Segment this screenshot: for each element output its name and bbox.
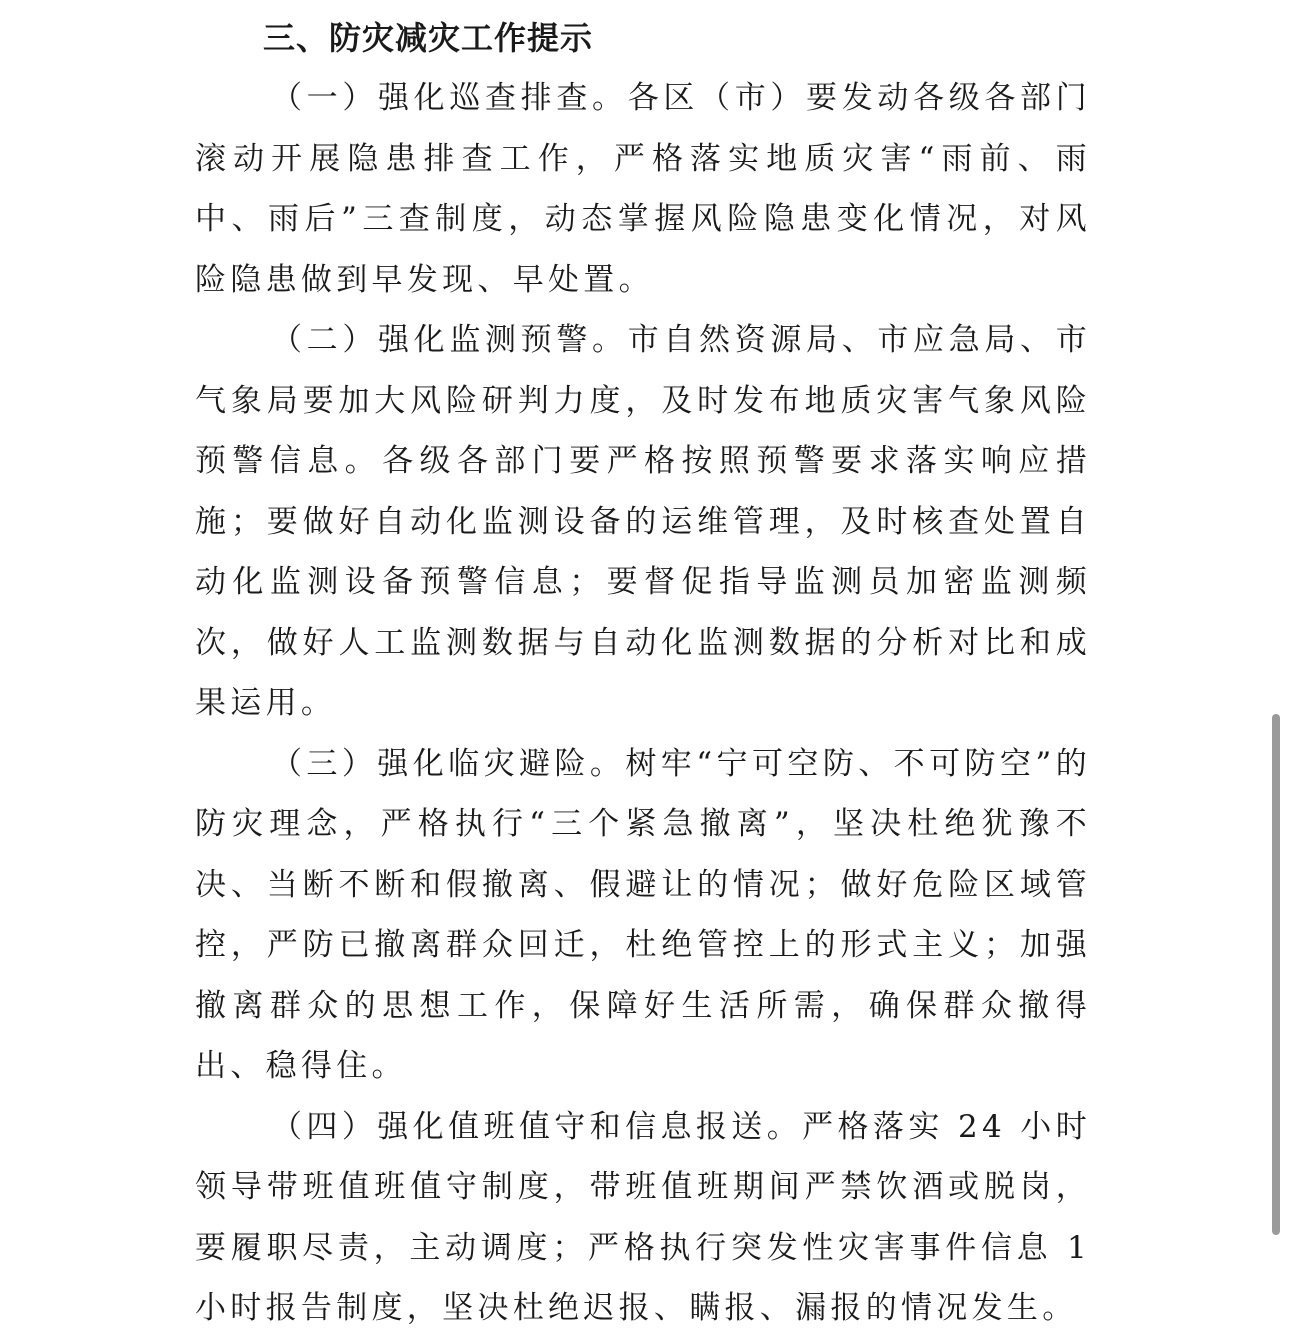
paragraph-body: 严格落实 24 小时领导带班值班值守制度，带班值班期间严禁饮酒或脱岗，要履职尽责，主动调度；严格执行突发性灾害事件信息 1 小时报告制度，坚决杜绝迟报、瞒报、漏报的情况发生。 — [195, 1108, 1092, 1326]
paragraph-evacuation — [195, 734, 1091, 1097]
document-page — [195, 8, 1091, 1339]
paragraph-lead: （三）强化临灾避险。 — [271, 745, 626, 782]
paragraph-lead: （四）强化值班值守和信息报送。 — [271, 1108, 803, 1145]
paragraph-lead: （二）强化监测预警。 — [271, 322, 628, 358]
section-heading: 三、防灾减灾工作提示 — [263, 19, 594, 57]
paragraph-lead: （一）强化巡查排查。 — [271, 80, 628, 116]
paragraph-monitoring — [195, 310, 1091, 734]
paragraph-body: 各区（市）要发动各级各部门滚动开展隐患排查工作，严格落实地质灾害“雨前、雨中、雨后”三查制度，动态掌握风险隐患变化情况，对风险隐患做到早发现、早处置。 — [195, 80, 1092, 298]
paragraph-body: 树牢“宁可空防、不可防空”的防灾理念，严格执行“三个紧急撤离”，坚决杜绝犹豫不决、当断不断和假撤离、假避让的情况；做好危险区域管控，严防已撤离群众回迁，杜绝管控上的形式主义；加强撤离群众的思想工作，保障好生活所需，确保群众撤得出、稳得住。 — [195, 745, 1092, 1084]
paragraph-duty — [195, 1097, 1091, 1339]
paragraph-body: 市自然资源局、市应急局、市气象局要加大风险研判力度，及时发布地质灾害气象风险预警信息。各级各部门要严格按照预警要求落实响应措施；要做好自动化监测设备的运维管理，及时核查处置自动化监测设备预警信息；要督促指导监测员加密监测频次，做好人工监测数据与自动化监测数据的分析对比和成果运用。 — [195, 322, 1092, 721]
scrollbar-thumb[interactable] — [1272, 714, 1280, 1235]
paragraph-inspection — [195, 68, 1091, 310]
